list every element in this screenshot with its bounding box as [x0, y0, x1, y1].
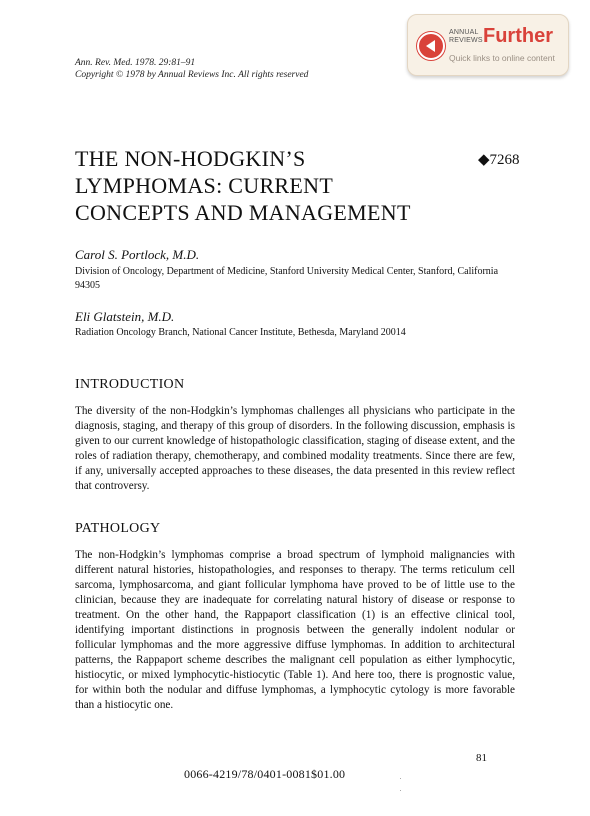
title-line-1: THE NON-HODGKIN’S — [75, 146, 306, 171]
badge-further-label: Further — [483, 25, 553, 47]
author-name: Eli Glatstein, M.D. — [75, 309, 175, 324]
author-name: Carol S. Portlock, M.D. — [75, 247, 200, 262]
badge-annual-label: ANNUAL — [449, 29, 479, 36]
badge-subtitle: Quick links to online content — [449, 53, 555, 63]
scan-speck — [400, 790, 401, 791]
section-paragraph: The non-Hodgkin’s lymphomas comprise a broad spectrum of lymphoid malignancies with different natural histories, histopathologies, and responses to therapy. The terms reticulum cell sarcoma, lymphosarcoma, and giant follicular lymphoma have proved to be of little use to the clinician, because they are inadequate for correlating natural history of disease or response to treatment. On the other hand, the Rappaport classification (1) is an effective clinical tool, identifying important distinctions in prognosis between the generally indolent nodular or follicular lymphomas and the more aggressive diffuse lymphomas. In addition to architectural patterns, the Rappaport scheme describes the malignant cell population as either lymphocytic, histiocytic, or mixed lymphocytic-histiocytic (Table 1). And here too, there is prognostic value, for within both the nodular and diffuse lymphomas, a lymphocytic cytology is more favorable than a histiocytic one. — [75, 549, 515, 711]
badge-reviews-label: REVIEWS — [449, 37, 483, 44]
article-title — [75, 145, 411, 226]
back-arrow-icon — [417, 32, 445, 60]
citation-line-2: Copyright © 1978 by Annual Reviews Inc. All rights reserved — [75, 70, 309, 80]
further-badge[interactable] — [407, 14, 569, 76]
title-line-3: CONCEPTS AND MANAGEMENT — [75, 200, 411, 225]
footer-code: 0066-4219/78/0401-0081$01.00 — [184, 767, 346, 781]
section-heading: PATHOLOGY — [75, 521, 161, 536]
citation-line-1: Ann. Rev. Med. 1978. 29:81–91 — [75, 58, 196, 68]
title-line-2: LYMPHOMAS: CURRENT — [75, 173, 334, 198]
journal-citation — [75, 57, 308, 81]
article-reference-number: ◆7268 — [478, 152, 520, 168]
section-heading: INTRODUCTION — [75, 377, 185, 392]
page-number: 81 — [476, 752, 487, 764]
scan-speck — [400, 778, 401, 779]
author-affiliation: Division of Oncology, Department of Medicine, Stanford University Medical Center, Stanford, California 94305 — [75, 266, 499, 291]
section-paragraph: The diversity of the non-Hodgkin’s lymphomas challenges all physicians who participate in the diagnosis, staging, and therapy of this group of disorders. In the following discussion, emphasis is given to our current knowledge of histopathologic classification, staging of disease extent, and the roles of radiation therapy, chemotherapy, and combined modality treatments. Since there are few, if any, universally accepted approaches to these diseases, the data presented in this review reflect that controversy. — [75, 405, 515, 492]
author-affiliation: Radiation Oncology Branch, National Cancer Institute, Bethesda, Maryland 20014 — [75, 327, 406, 338]
